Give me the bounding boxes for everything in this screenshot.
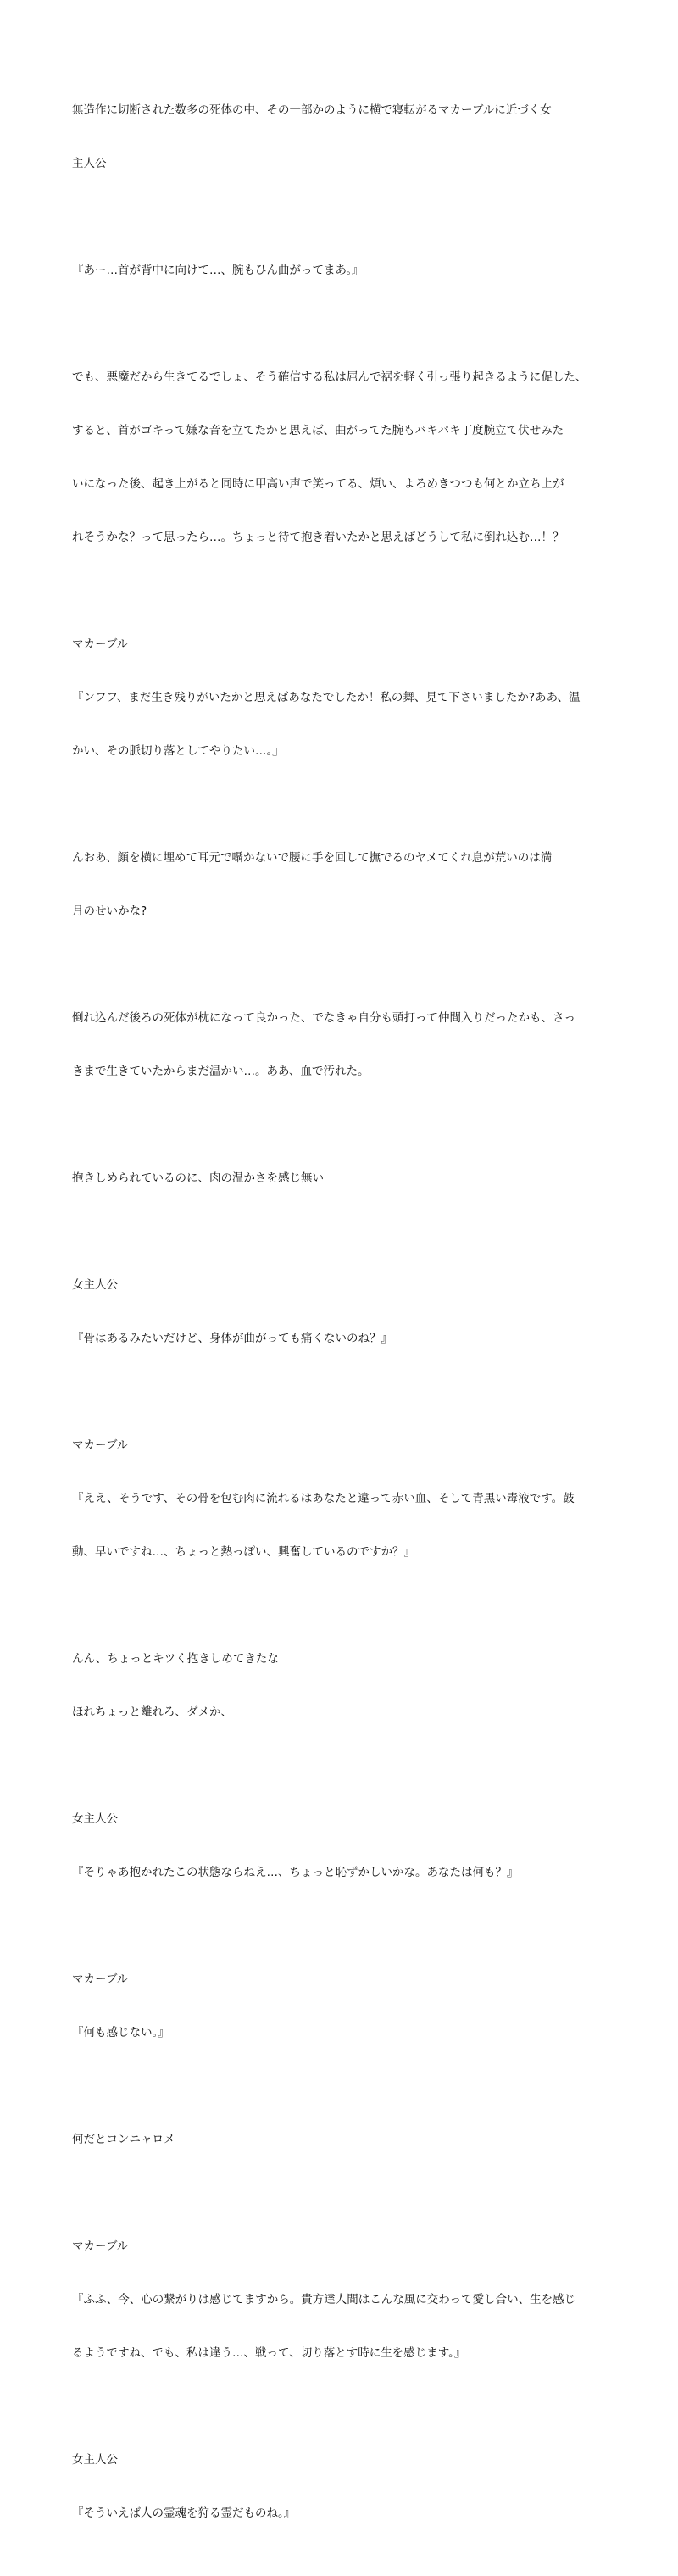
paragraph <box>72 2202 614 2398</box>
paragraph <box>72 1935 614 2078</box>
paragraph <box>72 1401 614 1597</box>
text-line: いになった後、起き上がると同時に甲高い声で笑ってる、煩い、よろめきつつも何とか立ち上が <box>72 477 564 491</box>
text-line: 倒れ込んだ後ろの死体が枕になって良かった、でなきゃ自分も頭打って仲間入りだったかも、さっ <box>72 1011 575 1025</box>
text-line: んん、ちょっとキツく抱きしめてきたな <box>72 1652 279 1666</box>
paragraph <box>72 1775 614 1917</box>
paragraph <box>72 66 614 209</box>
text-line: 何だとコンニャロメ <box>72 2133 175 2146</box>
text-line: 抱きしめられているのに、肉の温かさを感じ無い <box>72 1171 324 1185</box>
text-line: るようですね、でも、私は違う…、戦って、切り落とす時に生を感じます。』 <box>72 2346 466 2360</box>
paragraph <box>72 974 614 1116</box>
paragraph <box>72 333 614 582</box>
paragraph <box>72 1615 614 1757</box>
speaker-name: 女主人公 <box>72 1812 118 1826</box>
text-line: 月のせいかな? <box>72 904 147 918</box>
text-line: きまで生きていたからまだ温かい…。ああ、血で汚れた。 <box>72 1065 370 1078</box>
text-line: ほれちょっと離れろ、ダメか、 <box>72 1705 232 1719</box>
text-line: 主人公 <box>72 157 107 170</box>
text-line: 『何も感じない。』 <box>72 2026 170 2039</box>
paragraph <box>72 1241 614 1383</box>
speaker-name: マカーブル <box>72 1972 129 1986</box>
text-line: 動、早いですね…、ちょっと熱っぽい、興奮しているのですか？』 <box>72 1545 415 1559</box>
text-line: 無造作に切断された数多の死体の中、その一部かのように横で寝転がるマカーブルに近づく女 <box>72 103 552 117</box>
text-line: 『そういえば人の霊魂を狩る霊だものね。』 <box>72 2506 296 2520</box>
speaker-name: マカーブル <box>72 637 129 651</box>
text-line: 『そりゃあ抱かれたこの状態ならねえ…、ちょっと恥ずかしいかな。あなたは何も？』 <box>72 1866 519 1879</box>
text-line: でも、悪魔だから生きてるでしょ、そう確信する私は屈んで裾を軽く引っ張り起きるように促した、 <box>72 370 587 384</box>
text-line: 『あー…首が背中に向けて…、腕もひん曲がってまあ。』 <box>72 264 364 277</box>
paragraph <box>72 600 614 796</box>
paragraph <box>72 2416 614 2558</box>
speaker-name: マカーブル <box>72 2239 129 2253</box>
paragraph <box>72 814 614 956</box>
text-line: かい、その脈切り落としてやりたい…。』 <box>72 744 284 758</box>
text-line: 『骨はあるみたいだけど、身体が曲がっても痛くないのね？』 <box>72 1332 392 1345</box>
text-line: すると、首がゴキって嫌な音を立てたかと思えば、曲がってた腕もパキパキ丁度腕立て伏せみた <box>72 424 564 437</box>
document-body <box>72 66 614 2576</box>
text-line: 『ふふ、今、心の繋がりは感じてますから。貴方達人間はこんな風に交わって愛し合い、生を感じ <box>72 2293 576 2306</box>
text-line: んおあ、顔を横に埋めて耳元で囁かないで腰に手を回して撫でるのヤメてくれ息が荒いのは満 <box>72 851 553 865</box>
paragraph <box>72 1134 614 1223</box>
text-line: 『ええ、そうです、その骨を包む肉に流れるはあなたと違って赤い血、そして青黒い毒液です。鼓 <box>72 1492 575 1505</box>
speaker-name: 女主人公 <box>72 2453 118 2467</box>
text-line: れそうかな？って思ったら…。ちょっと待て抱き着いたかと思えばどうして私に倒れ込む…！？ <box>72 531 564 544</box>
text-line: 『ンフフ、まだ生き残りがいたかと思えばあなたでしたか！私の舞、見て下さいましたか?ああ、温 <box>72 691 581 704</box>
speaker-name: マカーブル <box>72 1438 129 1452</box>
speaker-name: 女主人公 <box>72 1278 118 1292</box>
paragraph <box>72 2095 614 2184</box>
paragraph <box>72 226 614 315</box>
